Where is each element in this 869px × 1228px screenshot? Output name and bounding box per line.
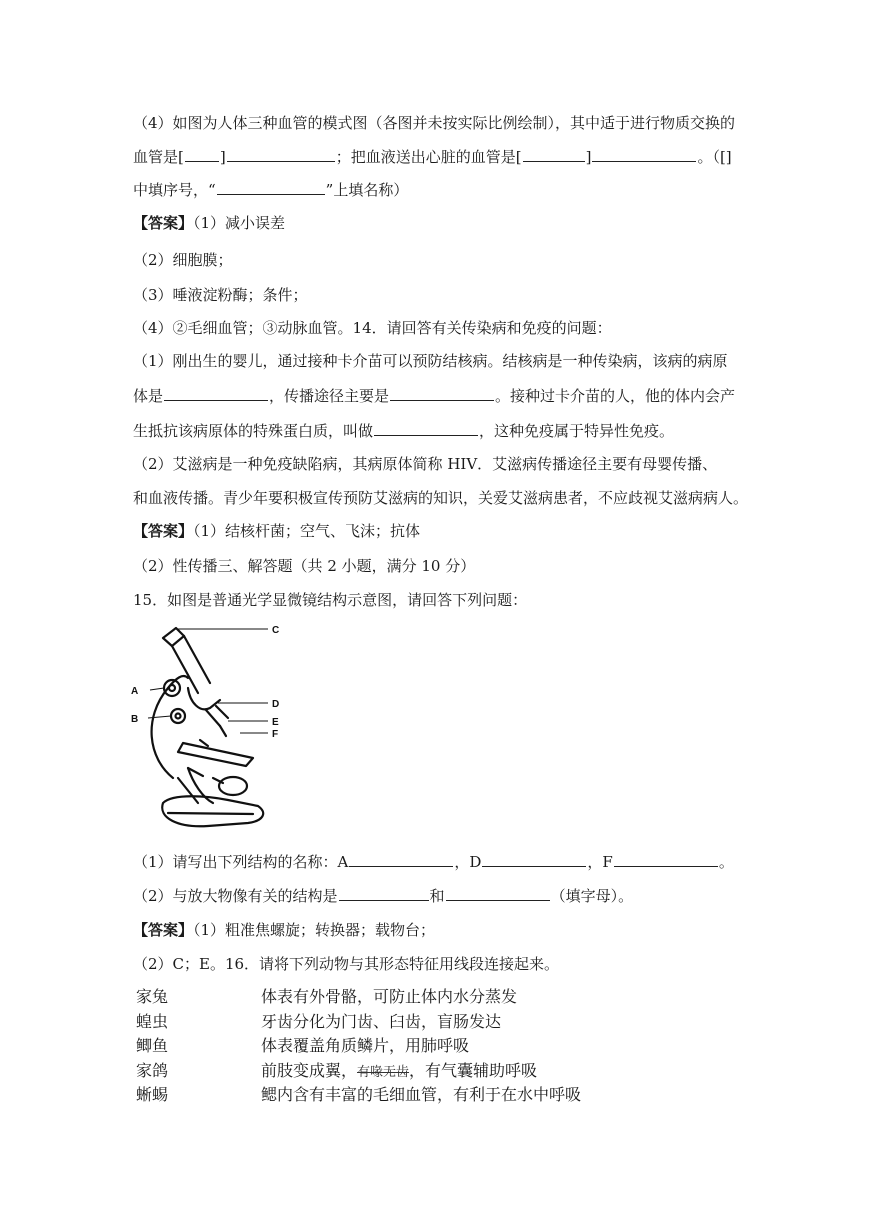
- q15-sub-2: [133, 885, 633, 906]
- feature-text: ，有气囊辅助呼吸: [409, 1060, 538, 1080]
- animal-name[interactable]: 蝗虫: [136, 1011, 169, 1031]
- q15-text: （2）与放大物像有关的结构是: [133, 887, 338, 905]
- animal-feature[interactable]: [261, 1058, 537, 1081]
- label-a: A: [131, 686, 139, 697]
- answer-blank[interactable]: [349, 851, 453, 867]
- q4-line-2: [133, 146, 732, 167]
- answer-blank[interactable]: [339, 885, 429, 901]
- q15-text: ，D: [454, 853, 482, 871]
- answer-15-line-1: [133, 920, 435, 940]
- q4-text: 。（[]: [697, 148, 732, 166]
- answer-blank[interactable]: [164, 385, 268, 401]
- animal-name[interactable]: 家鸽: [136, 1060, 169, 1080]
- q14-line-5: 和血液传播。青少年要积极宣传预防艾滋病的知识，关爱艾滋病患者，不应歧视艾滋病病人。: [133, 489, 749, 507]
- animal-name[interactable]: 家兔: [136, 987, 169, 1006]
- q4-text: ]: [219, 148, 226, 166]
- answer-13-line-3: （3）唾液淀粉酶；条件；: [133, 286, 308, 304]
- answer-label: 【答案】: [133, 522, 194, 540]
- answer-13-line-2: （2）细胞膜；: [133, 251, 233, 269]
- answer-blank[interactable]: [523, 146, 585, 162]
- animal-name[interactable]: 鲫鱼: [136, 1036, 169, 1055]
- q15-text: 和: [429, 887, 445, 905]
- q15-text: （填字母）。: [550, 887, 634, 905]
- answer-blank[interactable]: [446, 885, 550, 901]
- answer-label: 【答案】: [133, 921, 194, 939]
- answer-text: （1）结核杆菌；空气、飞沫；抗体: [193, 522, 421, 540]
- animal-name[interactable]: 蜥蜴: [136, 1085, 169, 1104]
- q14-text: 体是: [133, 387, 164, 405]
- answer-blank[interactable]: [482, 851, 586, 867]
- q14-line-1: （1）刚出生的婴儿，通过接种卡介苗可以预防结核病。结核病是一种传染病，该病的病原: [133, 352, 728, 370]
- answer-13-line-1: [133, 213, 285, 233]
- q14-text: ，这种免疫属于特异性免疫。: [479, 422, 675, 440]
- q15-text: （1）请写出下列结构的名称：A: [133, 853, 349, 871]
- feature-text: 前肢变成翼，: [261, 1060, 358, 1080]
- q4-text: 血管是[: [133, 148, 184, 166]
- label-d: D: [272, 699, 280, 710]
- q4-text: ；把血液送出心脏的血管是[: [335, 148, 522, 166]
- q15-sub-1: [133, 851, 734, 872]
- answer-14-line-2: （2）性传播三、解答题（共 2 小题，满分 10 分）: [133, 557, 476, 575]
- animal-feature[interactable]: 体表有外骨骼，可防止体内水分蒸发: [261, 987, 518, 1006]
- label-f: F: [272, 729, 279, 740]
- answer-text: （1）粗准焦螺旋；转换器；载物台；: [193, 921, 436, 939]
- answer-blank[interactable]: [592, 146, 696, 162]
- q14-text: ，传播途径主要是: [269, 387, 390, 405]
- q15-text: ，F: [587, 853, 613, 871]
- q15-stem: 15．如图是普通光学显微镜结构示意图，请回答下列问题：: [133, 591, 528, 609]
- label-b: B: [131, 714, 139, 725]
- answer-blank[interactable]: [217, 179, 325, 195]
- q14-line-2: [133, 385, 735, 406]
- q14-line-4: （2）艾滋病是一种免疫缺陷病，其病原体简称 HIV．艾滋病传播途径主要有母婴传播、: [133, 455, 718, 473]
- answer-blank[interactable]: [614, 851, 718, 867]
- label-e: E: [272, 717, 279, 728]
- struck-text: 有喙无齿: [357, 1064, 410, 1080]
- q14-text: 。接种过卡介苗的人，他的体内会产: [495, 387, 736, 405]
- label-c: C: [272, 625, 280, 636]
- q4-text: 中填序号，“: [133, 181, 216, 199]
- q4-text: ]: [585, 148, 592, 166]
- q14-text: 生抵抗该病原体的特殊蛋白质，叫做: [133, 422, 374, 440]
- q14-line-3: [133, 420, 674, 441]
- answer-14-line-1: [133, 521, 420, 541]
- animal-feature[interactable]: 体表覆盖角质鳞片，用肺呼吸: [261, 1036, 470, 1055]
- q4-line-1: （4）如图为人体三种血管的模式图（各图并未按实际比例绘制），其中适于进行物质交换的: [133, 114, 736, 132]
- q4-line-3: [133, 179, 408, 200]
- answer-15-line-2: （2）C；E。16．请将下列动物与其形态特征用线段连接起来。: [133, 955, 560, 973]
- q4-text: ”上填名称）: [325, 181, 409, 199]
- q15-text: 。: [718, 853, 734, 871]
- microscope-diagram: [128, 618, 298, 833]
- answer-blank[interactable]: [390, 385, 494, 401]
- answer-text: （1）减小误差: [193, 214, 286, 232]
- answer-blank[interactable]: [185, 146, 219, 162]
- answer-13-line-4: （4）②毛细血管；③动脉血管。14．请回答有关传染病和免疫的问题：: [133, 319, 612, 337]
- animal-feature[interactable]: 牙齿分化为门齿、臼齿，盲肠发达: [261, 1011, 502, 1031]
- answer-blank[interactable]: [374, 420, 478, 436]
- answer-label: 【答案】: [133, 214, 194, 232]
- answer-blank[interactable]: [227, 146, 335, 162]
- animal-feature[interactable]: 鳃内含有丰富的毛细血管，有利于在水中呼吸: [261, 1085, 582, 1104]
